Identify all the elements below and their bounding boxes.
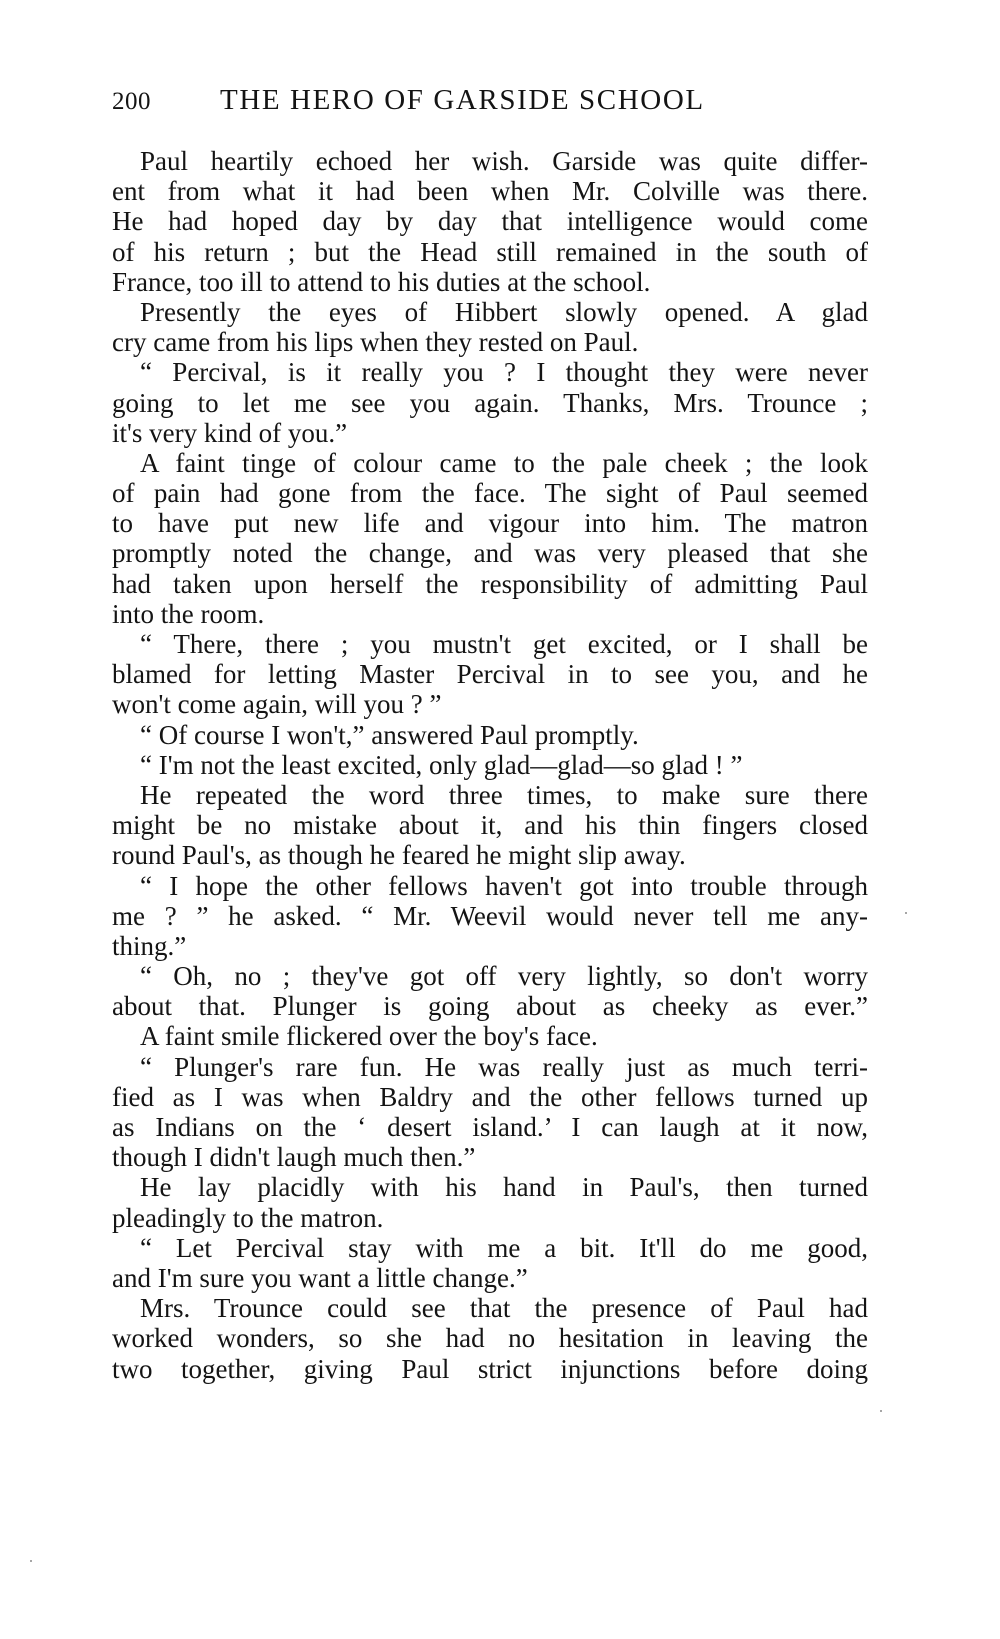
- text-line: “ Oh, no ; they've got off very lightly, so don't worry: [140, 961, 868, 992]
- text-line: France, too ill to attend to his duties at the school.: [112, 266, 651, 297]
- text-line: as Indians on the ‘ desert island.’ I can laugh at it now,: [112, 1112, 868, 1142]
- text-line: promptly noted the change, and was very pleased that she: [112, 538, 868, 569]
- text-line: Mrs. Trounce could see that the presence of Paul had: [140, 1293, 868, 1324]
- text-line: going to let me see you again. Thanks, Mrs. Trounce ;: [112, 387, 868, 418]
- text-line: won't come again, will you ? ”: [112, 689, 442, 720]
- text-line: me ? ” he asked. “ Mr. Weevil would never tell me any-: [112, 900, 868, 931]
- text-line: of his return ; but the Head still remained in the south of: [112, 236, 868, 267]
- text-line: He repeated the word three times, to make sure there: [140, 779, 868, 810]
- text-line: to have put new life and vigour into him. The matron: [112, 508, 868, 539]
- text-line: fied as I was when Baldry and the other fellows turned up: [112, 1081, 868, 1112]
- text-line: “ There, there ; you mustn't get excited, or I shall be: [140, 629, 868, 659]
- text-line: of pain had gone from the face. The sight of Paul seemed: [112, 478, 868, 509]
- running-head: THE HERO OF GARSIDE SCHOOL: [220, 84, 705, 116]
- text-line: into the room.: [112, 598, 265, 629]
- text-line: and I'm sure you want a little change.”: [112, 1262, 528, 1293]
- text-line: it's very kind of you.”: [112, 417, 348, 448]
- text-line: pleadingly to the matron.: [112, 1202, 384, 1233]
- paper-speck: [905, 912, 907, 914]
- text-line: He had hoped day by day that intelligence would come: [112, 206, 868, 237]
- text-line: worked wonders, so she had no hesitation in leaving the: [112, 1323, 868, 1354]
- paper-speck: [880, 1410, 882, 1412]
- text-line: Paul heartily echoed her wish. Garside was quite differ-: [140, 146, 868, 176]
- text-line: “ Percival, is it really you ? I thought they were never: [140, 357, 868, 388]
- text-line: two together, giving Paul strict injunctions before doing: [112, 1353, 868, 1384]
- page-header: [112, 84, 868, 124]
- text-line: Presently the eyes of Hibbert slowly opened. A glad: [140, 296, 868, 327]
- text-line: though I didn't laugh much then.”: [112, 1142, 476, 1173]
- text-line: had taken upon herself the responsibility of admitting Paul: [112, 568, 868, 599]
- text-line: thing.”: [112, 930, 187, 961]
- text-line: blamed for letting Master Percival in to see you, and he: [112, 659, 868, 690]
- text-line: about that. Plunger is going about as cheeky as ever.”: [112, 991, 868, 1022]
- text-line: round Paul's, as though he feared he might slip away.: [112, 840, 686, 871]
- body-text: [112, 146, 868, 1384]
- page-number: 200: [112, 88, 151, 115]
- text-line: “ Let Percival stay with me a bit. It'll do me good,: [140, 1232, 868, 1263]
- text-line: “ Plunger's rare fun. He was really just as much terri-: [140, 1051, 868, 1082]
- text-line: A faint smile flickered over the boy's face.: [140, 1021, 598, 1052]
- text-line: “ I'm not the least excited, only glad—glad—so glad ! ”: [140, 749, 743, 780]
- text-line: cry came from his lips when they rested on Paul.: [112, 327, 639, 358]
- text-line: “ I hope the other fellows haven't got into trouble through: [140, 870, 868, 901]
- text-line: He lay placidly with his hand in Paul's, then turned: [140, 1172, 868, 1203]
- text-line: “ Of course I won't,” answered Paul promptly.: [140, 719, 639, 750]
- text-line: A faint tinge of colour came to the pale cheek ; the look: [140, 447, 868, 478]
- paper-speck: [30, 1560, 32, 1562]
- text-line: might be no mistake about it, and his thin fingers closed: [112, 810, 868, 841]
- text-line: ent from what it had been when Mr. Colville was there.: [112, 176, 868, 207]
